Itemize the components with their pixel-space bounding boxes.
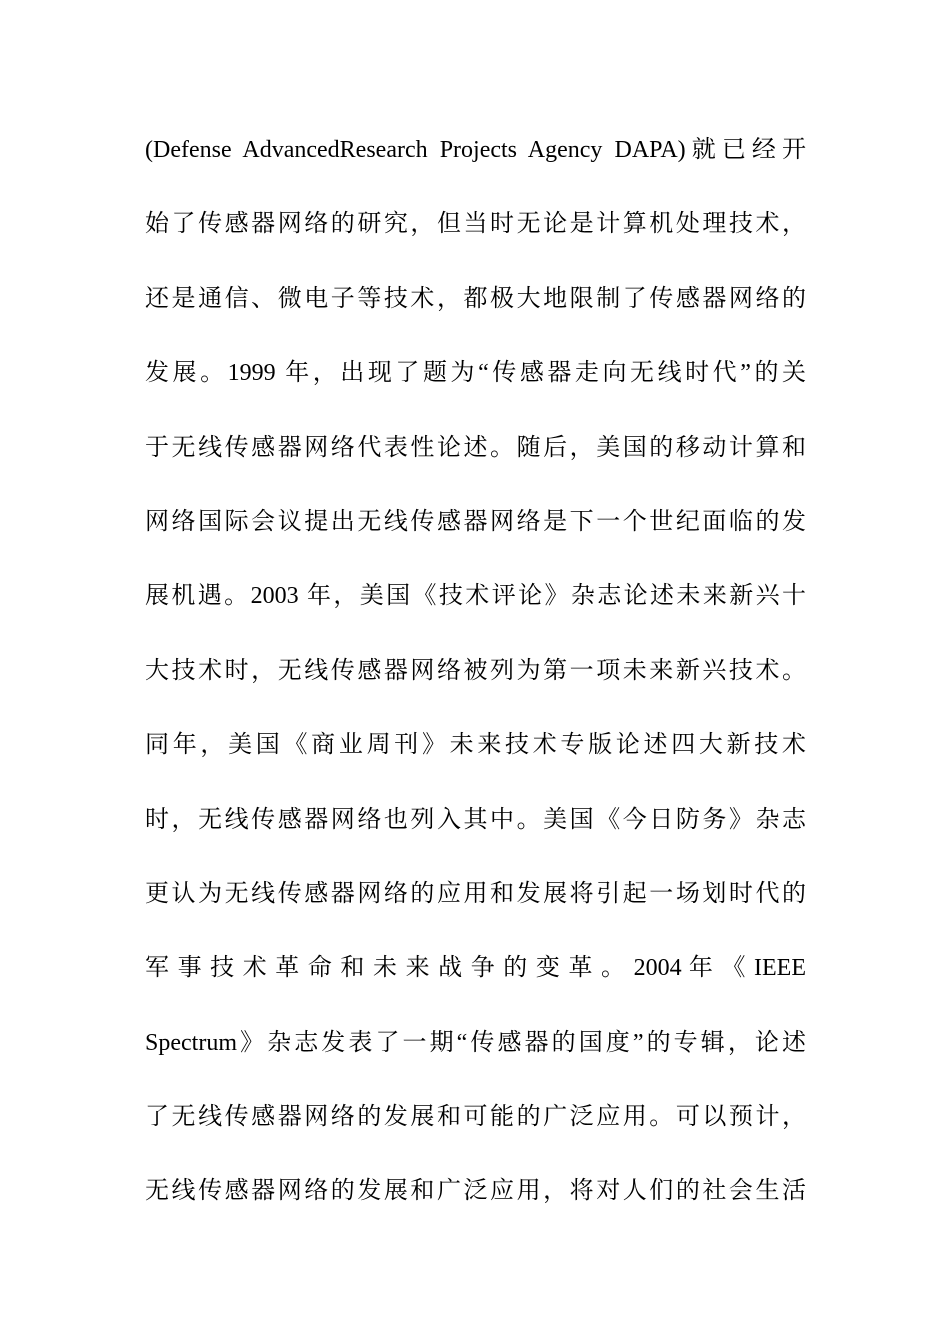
text-line: 发展。1999 年，出现了题为“传感器走向无线时代”的关 (145, 360, 806, 387)
text-line: 展机遇。2003 年，美国《技术评论》杂志论述未来新兴十 (145, 583, 806, 610)
text-line: 时，无线传感器网络也列入其中。美国《今日防务》杂志 (145, 806, 806, 833)
text-line: 了无线传感器网络的发展和可能的广泛应用。可以预计， (145, 1104, 806, 1131)
text-line: 更认为无线传感器网络的应用和发展将引起一场划时代的 (145, 880, 806, 907)
text-line: Spectrum》杂志发表了一期“传感器的国度”的专辑，论述 (145, 1029, 806, 1056)
text-line: 于无线传感器网络代表性论述。随后，美国的移动计算和 (145, 434, 806, 461)
text-line: 还是通信、微电子等技术，都极大地限制了传感器网络的 (145, 285, 806, 312)
text-line: (Defense AdvancedResearch Projects Agency DAPA)就已经开 (145, 137, 806, 163)
text-line: 军 事 技 术 革 命 和 未 来 战 争 的 变 革 。 2004 年 《 IEEE (145, 955, 806, 982)
text-line: 无线传感器网络的发展和广泛应用，将对人们的社会生活 (145, 1178, 806, 1205)
text-line: 始了传感器网络的研究，但当时无论是计算机处理技术， (145, 211, 806, 238)
text-line: 同年，美国《商业周刊》未来技术专版论述四大新技术 (145, 732, 806, 759)
text-line: 网络国际会议提出无线传感器网络是下一个世纪面临的发 (145, 508, 806, 535)
body-paragraph (145, 132, 806, 1210)
text-line: 大技术时，无线传感器网络被列为第一项未来新兴技术。 (145, 657, 806, 684)
